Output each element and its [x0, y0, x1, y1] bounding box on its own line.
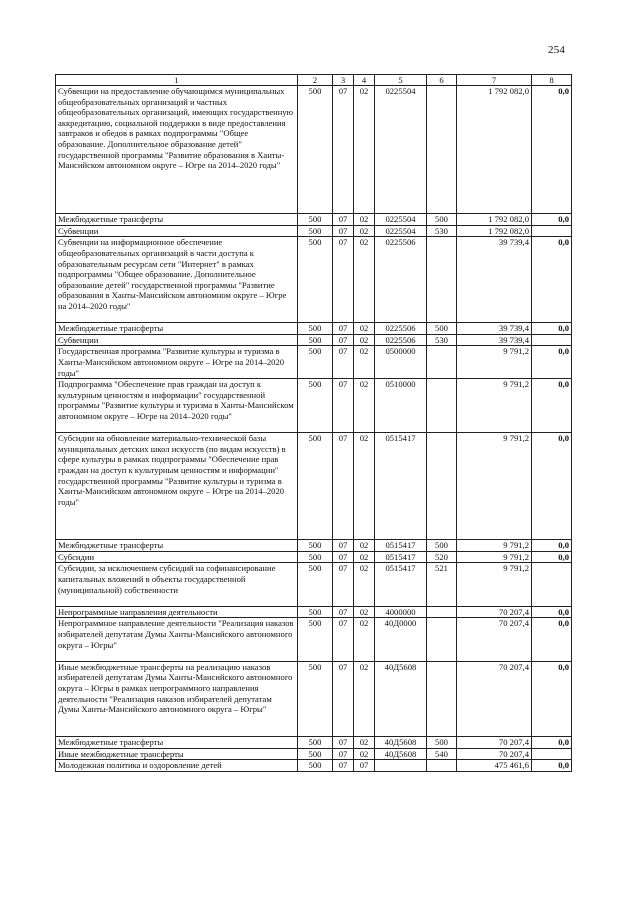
- section-cell: 07: [333, 760, 354, 772]
- section-cell: 07: [333, 225, 354, 237]
- amount-2-cell: 0,0: [532, 237, 572, 323]
- expense-type-cell: [427, 86, 457, 214]
- target-article-cell: 0225504: [375, 225, 427, 237]
- subsection-cell: 02: [354, 225, 375, 237]
- admin-code-cell: 500: [298, 661, 333, 736]
- subsection-cell: 02: [354, 237, 375, 323]
- table-row: [56, 214, 572, 226]
- subsection-cell: 02: [354, 563, 375, 606]
- amount-cell: 475 461,6: [457, 760, 532, 772]
- target-article-cell: 40Д5608: [375, 661, 427, 736]
- section-cell: 07: [333, 323, 354, 335]
- row-name-cell: Субсидии на обновление материально-технической базы муниципальных детских школ искусств (по видам искусств) в сфере культуры в рамках подпрограммы "Обеспечение прав граждан на доступ к культурным ценностям и информации" государственной программы "Развитие культуры и туризма в Ханты-Мансийском автономном округе – Югре на 2014–2020 годы": [56, 433, 298, 540]
- amount-2-cell: [532, 225, 572, 237]
- page-number: 254: [548, 44, 566, 56]
- section-cell: 07: [333, 433, 354, 540]
- column-header: 5: [375, 75, 427, 86]
- expense-type-cell: [427, 760, 457, 772]
- target-article-cell: 0225504: [375, 214, 427, 226]
- expense-type-cell: 530: [427, 334, 457, 346]
- section-cell: 07: [333, 748, 354, 760]
- admin-code-cell: 500: [298, 540, 333, 552]
- column-header: 4: [354, 75, 375, 86]
- section-cell: 07: [333, 736, 354, 748]
- row-name-cell: Подпрограмма "Обеспечение прав граждан на доступ к культурным ценностям и информации" государственной программы "Развитие культуры и туризма в Ханты-Мансийском автономном округе – Югре на 2014–2020 годы": [56, 379, 298, 433]
- row-name-cell: Непрограммные направления деятельности: [56, 606, 298, 618]
- admin-code-cell: 500: [298, 736, 333, 748]
- amount-cell: 39 739,4: [457, 334, 532, 346]
- row-name-cell: Межбюджетные трансферты: [56, 736, 298, 748]
- table-row: [56, 748, 572, 760]
- column-header: 7: [457, 75, 532, 86]
- subsection-cell: 02: [354, 606, 375, 618]
- amount-2-cell: [532, 563, 572, 606]
- subsection-cell: 02: [354, 540, 375, 552]
- column-header: 6: [427, 75, 457, 86]
- amount-2-cell: 0,0: [532, 618, 572, 661]
- amount-2-cell: 0,0: [532, 86, 572, 214]
- amount-cell: 1 792 082,0: [457, 225, 532, 237]
- table-row: [56, 551, 572, 563]
- column-header: 3: [333, 75, 354, 86]
- row-name-cell: Межбюджетные трансферты: [56, 214, 298, 226]
- section-cell: 07: [333, 606, 354, 618]
- admin-code-cell: 500: [298, 86, 333, 214]
- section-cell: 07: [333, 214, 354, 226]
- section-cell: 07: [333, 661, 354, 736]
- row-name-cell: Субсидии: [56, 551, 298, 563]
- table-row: [56, 606, 572, 618]
- expense-type-cell: 500: [427, 323, 457, 335]
- column-header: 1: [56, 75, 298, 86]
- subsection-cell: 02: [354, 748, 375, 760]
- target-article-cell: 0510000: [375, 379, 427, 433]
- amount-2-cell: 0,0: [532, 760, 572, 772]
- table-row: [56, 346, 572, 379]
- amount-cell: 70 207,4: [457, 661, 532, 736]
- target-article-cell: 0515417: [375, 433, 427, 540]
- subsection-cell: 02: [354, 346, 375, 379]
- budget-table: [55, 74, 572, 772]
- row-name-cell: Межбюджетные трансферты: [56, 323, 298, 335]
- section-cell: 07: [333, 563, 354, 606]
- row-name-cell: Молодежная политика и оздоровление детей: [56, 760, 298, 772]
- table-row: [56, 237, 572, 323]
- table-row: [56, 760, 572, 772]
- row-name-cell: Межбюджетные трансферты: [56, 540, 298, 552]
- amount-cell: 1 792 082,0: [457, 86, 532, 214]
- expense-type-cell: [427, 661, 457, 736]
- expense-type-cell: 500: [427, 540, 457, 552]
- subsection-cell: 02: [354, 736, 375, 748]
- admin-code-cell: 500: [298, 618, 333, 661]
- amount-2-cell: [532, 334, 572, 346]
- row-name-cell: Субвенции: [56, 225, 298, 237]
- section-cell: 07: [333, 551, 354, 563]
- expense-type-cell: [427, 433, 457, 540]
- subsection-cell: 02: [354, 618, 375, 661]
- admin-code-cell: 500: [298, 563, 333, 606]
- admin-code-cell: 500: [298, 214, 333, 226]
- target-article-cell: 0225506: [375, 323, 427, 335]
- expense-type-cell: [427, 237, 457, 323]
- amount-cell: 9 791,2: [457, 346, 532, 379]
- expense-type-cell: 500: [427, 736, 457, 748]
- admin-code-cell: 500: [298, 346, 333, 379]
- table-row: [56, 540, 572, 552]
- admin-code-cell: 500: [298, 334, 333, 346]
- section-cell: 07: [333, 379, 354, 433]
- target-article-cell: 0515417: [375, 563, 427, 606]
- table-row: [56, 433, 572, 540]
- target-article-cell: 0225506: [375, 334, 427, 346]
- amount-2-cell: 0,0: [532, 346, 572, 379]
- amount-2-cell: 0,0: [532, 606, 572, 618]
- table-row: [56, 225, 572, 237]
- section-cell: 07: [333, 237, 354, 323]
- row-name-cell: Субвенции на информационное обеспечение общеобразовательных организаций в части доступа к образовательным ресурсам сети "Интернет" в рамках подпрограммы "Общее образование. Дополнительное образование детей" государственной программы "Развитие образования в Ханты-Мансийском автономном округе – Югре на 2014–2020 годы": [56, 237, 298, 323]
- admin-code-cell: 500: [298, 225, 333, 237]
- expense-type-cell: 520: [427, 551, 457, 563]
- subsection-cell: 02: [354, 379, 375, 433]
- table-row: [56, 618, 572, 661]
- admin-code-cell: 500: [298, 606, 333, 618]
- row-name-cell: Субвенции на предоставление обучающимся муниципальных общеобразовательных организаций и частных общеобразовательных организаций, имеющих государственную аккредитацию, социальной поддержки в виде предоставления завтраков и обедов в рамках подпрограммы "Общее образование. Дополнительное образование детей" государственной программы "Развитие образования в Ханты-Мансийском автономном округе – Югре на 2014–2020 годы": [56, 86, 298, 214]
- expense-type-cell: [427, 346, 457, 379]
- amount-2-cell: 0,0: [532, 433, 572, 540]
- amount-cell: 9 791,2: [457, 540, 532, 552]
- table-row: [56, 323, 572, 335]
- table-row: [56, 86, 572, 214]
- amount-2-cell: 0,0: [532, 323, 572, 335]
- expense-type-cell: 540: [427, 748, 457, 760]
- admin-code-cell: 500: [298, 748, 333, 760]
- expense-type-cell: [427, 379, 457, 433]
- admin-code-cell: 500: [298, 379, 333, 433]
- section-cell: 07: [333, 334, 354, 346]
- admin-code-cell: 500: [298, 323, 333, 335]
- amount-cell: 9 791,2: [457, 563, 532, 606]
- amount-cell: 70 207,4: [457, 606, 532, 618]
- subsection-cell: 02: [354, 214, 375, 226]
- table-header-row: [56, 75, 572, 86]
- amount-cell: 39 739,4: [457, 323, 532, 335]
- admin-code-cell: 500: [298, 551, 333, 563]
- expense-type-cell: 530: [427, 225, 457, 237]
- amount-2-cell: 0,0: [532, 736, 572, 748]
- subsection-cell: 07: [354, 760, 375, 772]
- row-name-cell: Субсидии, за исключением субсидий на софинансирование капитальных вложений в объекты государственной (муниципальной) собственности: [56, 563, 298, 606]
- table-row: [56, 334, 572, 346]
- subsection-cell: 02: [354, 86, 375, 214]
- amount-2-cell: 0,0: [532, 214, 572, 226]
- amount-cell: 9 791,2: [457, 433, 532, 540]
- column-header: 2: [298, 75, 333, 86]
- expense-type-cell: 500: [427, 214, 457, 226]
- amount-cell: 70 207,4: [457, 748, 532, 760]
- amount-2-cell: 0,0: [532, 551, 572, 563]
- amount-2-cell: [532, 748, 572, 760]
- amount-cell: 9 791,2: [457, 379, 532, 433]
- row-name-cell: Иные межбюджетные трансферты на реализацию наказов избирателей депутатам Думы Ханты-Мансийского автономного округа – Югры в рамках непрограммного направления деятельности "Реализация наказов избирателей депутатам Думы Ханты-Мансийского автономного округа – Югры": [56, 661, 298, 736]
- expense-type-cell: [427, 618, 457, 661]
- amount-cell: 70 207,4: [457, 736, 532, 748]
- amount-cell: 1 792 082,0: [457, 214, 532, 226]
- row-name-cell: Непрограммное направление деятельности "Реализация наказов избирателей депутатам Думы Ханты-Мансийского автономного округа – Югры": [56, 618, 298, 661]
- target-article-cell: 0515417: [375, 540, 427, 552]
- target-article-cell: [375, 760, 427, 772]
- column-header: 8: [532, 75, 572, 86]
- table-body: [56, 75, 572, 772]
- table-row: [56, 379, 572, 433]
- admin-code-cell: 500: [298, 433, 333, 540]
- admin-code-cell: 500: [298, 237, 333, 323]
- amount-2-cell: 0,0: [532, 379, 572, 433]
- subsection-cell: 02: [354, 661, 375, 736]
- row-name-cell: Субвенции: [56, 334, 298, 346]
- admin-code-cell: 500: [298, 760, 333, 772]
- amount-2-cell: 0,0: [532, 661, 572, 736]
- table-row: [56, 563, 572, 606]
- subsection-cell: 02: [354, 551, 375, 563]
- target-article-cell: 40Д5608: [375, 748, 427, 760]
- amount-2-cell: 0,0: [532, 540, 572, 552]
- amount-cell: 39 739,4: [457, 237, 532, 323]
- table-row: [56, 661, 572, 736]
- target-article-cell: 4000000: [375, 606, 427, 618]
- target-article-cell: 40Д5608: [375, 736, 427, 748]
- target-article-cell: 0225504: [375, 86, 427, 214]
- expense-type-cell: [427, 606, 457, 618]
- row-name-cell: Государственная программа "Развитие культуры и туризма в Ханты-Мансийском автономном округе – Югре на 2014–2020 годы": [56, 346, 298, 379]
- amount-cell: 9 791,2: [457, 551, 532, 563]
- target-article-cell: 0225506: [375, 237, 427, 323]
- amount-cell: 70 207,4: [457, 618, 532, 661]
- table-row: [56, 736, 572, 748]
- row-name-cell: Иные межбюджетные трансферты: [56, 748, 298, 760]
- section-cell: 07: [333, 346, 354, 379]
- subsection-cell: 02: [354, 323, 375, 335]
- section-cell: 07: [333, 540, 354, 552]
- target-article-cell: 0500000: [375, 346, 427, 379]
- section-cell: 07: [333, 618, 354, 661]
- target-article-cell: 40Д0000: [375, 618, 427, 661]
- section-cell: 07: [333, 86, 354, 214]
- subsection-cell: 02: [354, 334, 375, 346]
- expense-type-cell: 521: [427, 563, 457, 606]
- target-article-cell: 0515417: [375, 551, 427, 563]
- subsection-cell: 02: [354, 433, 375, 540]
